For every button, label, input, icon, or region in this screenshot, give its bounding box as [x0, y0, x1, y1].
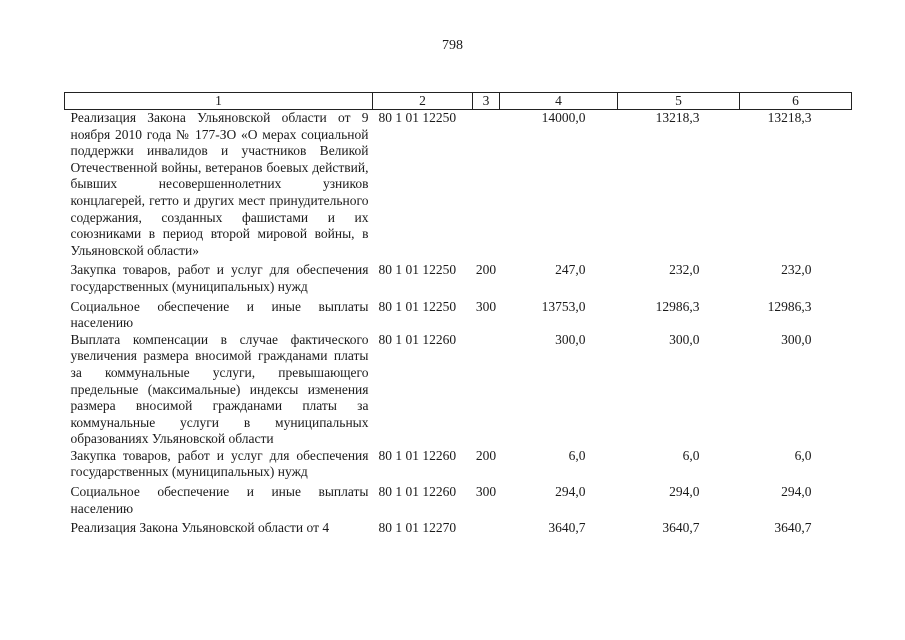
item-name: Выплата компенсации в случае фактического увеличения размера вносимой гражданами платы за коммунальные услуги, превышающего предельные (максимальные) индексы изменения размера вносимой гражданами платы за коммунальные услуги в муниципальных образованиях Ульяновской области [70, 331, 369, 447]
item-value-5: 6,0 [682, 447, 700, 463]
item-value-5: 294,0 [669, 484, 700, 500]
item-name: Социальное обеспечение и иные выплаты населению [70, 484, 369, 516]
item-value-6: 6,0 [794, 447, 812, 463]
item-code: 80 1 01 12260 [378, 447, 457, 463]
item-value-6: 232,0 [781, 262, 812, 278]
budget-table [64, 92, 852, 537]
item-name: Реализация Закона Ульяновской области от 9 ноября 2010 года № 177-ЗО «О мерах социальной поддержки инвалидов и участников Великой Отечественной войны, ветеранов боевых действий, бывших несовершеннолетних узников концлагерей, гетто и других мест принудительного содержания, созданных фашистами и их союзниками в период второй мировой войны, в Ульяновской области» [70, 110, 369, 258]
item-name: Закупка товаров, работ и услуг для обеспечения государственных (муниципальных) нужд [70, 262, 369, 294]
table-row [65, 110, 852, 260]
table-header-row [65, 93, 852, 110]
item-value-5: 232,0 [669, 262, 700, 278]
item-value-6: 294,0 [781, 484, 812, 500]
item-value-4: 300,0 [555, 331, 586, 347]
column-header-5: 5 [618, 93, 740, 110]
item-code: 80 1 01 12250 [378, 262, 457, 278]
item-code: 80 1 01 12270 [378, 520, 457, 536]
item-code: 80 1 01 12250 [378, 298, 457, 314]
column-header-1: 1 [65, 93, 373, 110]
item-type: 200 [475, 447, 497, 463]
item-type [473, 110, 500, 260]
item-value-6: 3640,7 [774, 520, 812, 536]
item-value-5: 13218,3 [655, 110, 700, 125]
item-name: Социальное обеспечение и иные выплаты населению [70, 298, 369, 331]
item-value-4: 6,0 [568, 447, 586, 463]
item-value-4: 294,0 [555, 484, 586, 500]
table-row [65, 332, 852, 448]
item-name: Реализация Закона Ульяновской области от 4 [70, 520, 330, 536]
column-header-4: 4 [500, 93, 618, 110]
item-code: 80 1 01 12260 [378, 484, 457, 500]
item-value-5: 300,0 [669, 331, 700, 347]
item-value-6: 12986,3 [767, 298, 812, 314]
item-value-6: 13218,3 [767, 110, 812, 125]
item-value-5: 12986,3 [655, 298, 700, 314]
item-code: 80 1 01 12260 [378, 331, 457, 347]
item-value-4: 14000,0 [541, 110, 586, 125]
item-name: Закупка товаров, работ и услуг для обеспечения государственных (муниципальных) нужд [70, 447, 369, 480]
table-row [65, 448, 852, 481]
page-number: 798 [442, 38, 463, 53]
table-row [65, 481, 852, 517]
item-value-4: 13753,0 [541, 298, 586, 314]
item-type: 300 [475, 484, 497, 500]
item-value-4: 3640,7 [548, 520, 586, 536]
item-value-4: 247,0 [555, 262, 586, 278]
item-value-6: 300,0 [781, 331, 812, 347]
column-header-6: 6 [740, 93, 852, 110]
item-type: 200 [475, 262, 497, 278]
column-header-2: 2 [373, 93, 473, 110]
item-code: 80 1 01 12250 [378, 110, 457, 125]
table-row [65, 259, 852, 295]
item-type [473, 332, 500, 448]
column-header-3: 3 [473, 93, 500, 110]
item-type: 300 [475, 298, 497, 314]
table-row [65, 517, 852, 537]
item-type [473, 517, 500, 537]
item-value-5: 3640,7 [662, 520, 700, 536]
table-row [65, 296, 852, 332]
